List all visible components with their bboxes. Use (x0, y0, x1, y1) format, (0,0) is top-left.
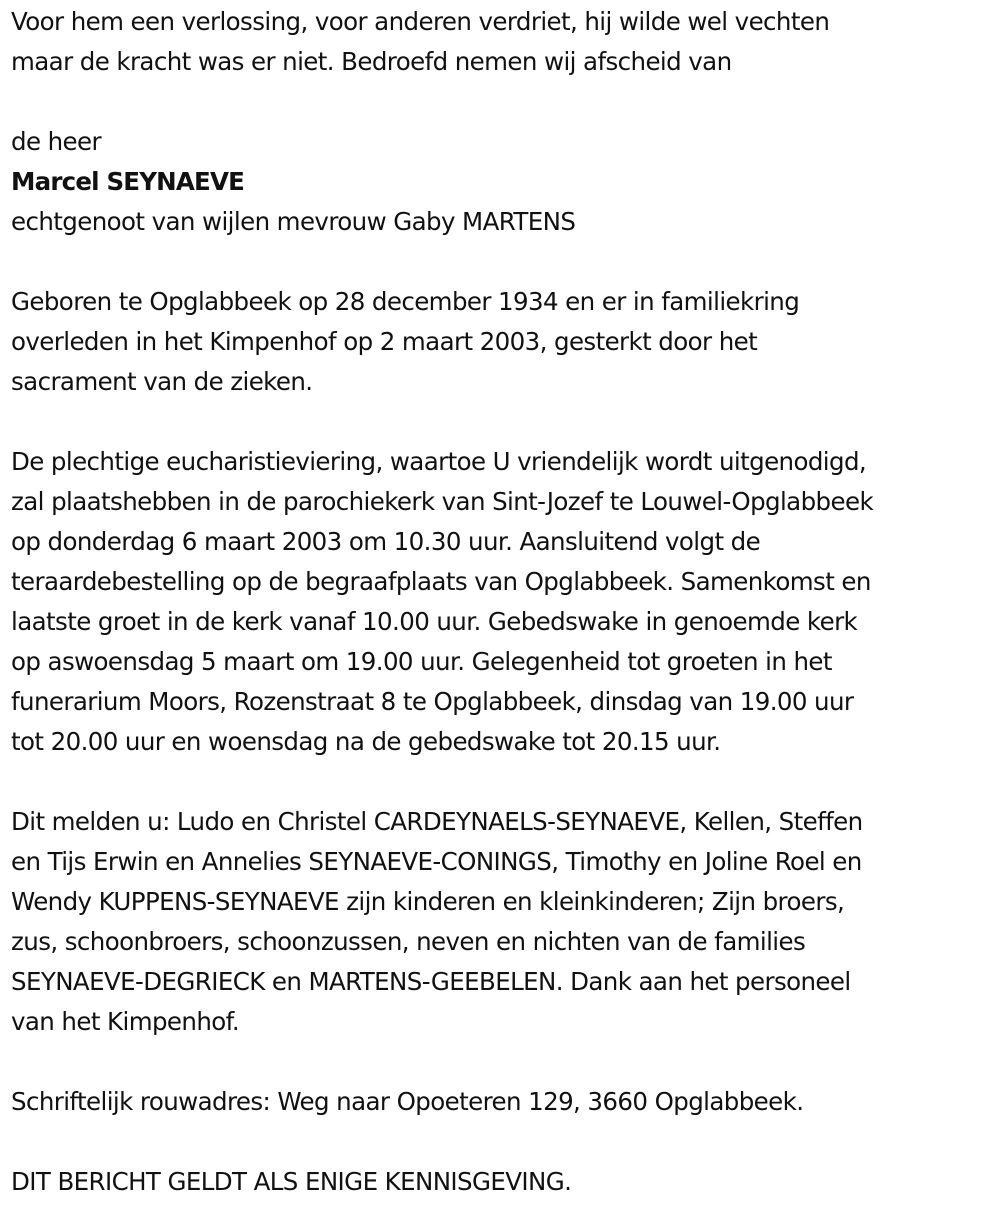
family-line-6: van het Kimpenhof. (11, 1007, 240, 1036)
ceremony-line-8: tot 20.00 uur en woensdag na de gebedswake tot 20.15 uur. (11, 727, 721, 756)
birth-death-paragraph (11, 282, 996, 402)
ceremony-line-3: op donderdag 6 maart 2003 om 10.30 uur. Aansluitend volgt de (11, 527, 761, 556)
ceremony-line-6: op aswoensdag 5 maart om 19.00 uur. Gelegenheid tot groeten in het (11, 647, 832, 676)
paragraph-gap (11, 1122, 996, 1162)
honorific: de heer (11, 127, 101, 156)
paragraph-gap (11, 762, 996, 802)
official-notice: DIT BERICHT GELDT ALS ENIGE KENNISGEVING. (11, 1167, 572, 1196)
ceremony-line-2: zal plaatshebben in de parochiekerk van Sint-Jozef te Louwel-Opglabbeek (11, 487, 874, 516)
spouse-line: echtgenoot van wijlen mevrouw Gaby MARTENS (11, 207, 576, 236)
paragraph-gap (11, 1042, 996, 1082)
intro-line-1: Voor hem een verlossing, voor anderen verdriet, hij wilde wel vechten (11, 7, 830, 36)
deceased-name: Marcel SEYNAEVE (11, 167, 245, 196)
ceremony-line-5: laatste groet in de kerk vanaf 10.00 uur. Gebedswake in genoemde kerk (11, 607, 858, 636)
family-line-2: en Tijs Erwin en Annelies SEYNAEVE-CONINGS, Timothy en Joline Roel en (11, 847, 862, 876)
birth-death-line-2: overleden in het Kimpenhof op 2 maart 2003, gesterkt door het (11, 327, 758, 356)
family-paragraph (11, 802, 996, 1042)
family-line-5: SEYNAEVE-DEGRIECK en MARTENS-GEEBELEN. Dank aan het personeel (11, 967, 851, 996)
obituary-document (11, 2, 996, 1202)
intro-line-2: maar de kracht was er niet. Bedroefd nemen wij afscheid van (11, 47, 732, 76)
ceremony-line-7: funerarium Moors, Rozenstraat 8 te Opglabbeek, dinsdag van 19.00 uur (11, 687, 854, 716)
ceremony-line-4: teraardebestelling op de begraafplaats van Opglabbeek. Samenkomst en (11, 567, 871, 596)
family-line-3: Wendy KUPPENS-SEYNAEVE zijn kinderen en kleinkinderen; Zijn broers, (11, 887, 845, 916)
paragraph-gap (11, 242, 996, 282)
paragraph-gap (11, 82, 996, 122)
mourning-address: Schriftelijk rouwadres: Weg naar Opoeteren 129, 3660 Opglabbeek. (11, 1087, 804, 1116)
intro-paragraph (11, 2, 996, 82)
paragraph-gap (11, 402, 996, 442)
ceremony-paragraph (11, 442, 996, 762)
family-line-4: zus, schoonbroers, schoonzussen, neven en nichten van de families (11, 927, 806, 956)
deceased-block (11, 122, 996, 242)
family-line-1: Dit melden u: Ludo en Christel CARDEYNAELS-SEYNAEVE, Kellen, Steffen (11, 807, 863, 836)
birth-death-line-3: sacrament van de zieken. (11, 367, 313, 396)
ceremony-line-1: De plechtige eucharistieviering, waartoe U vriendelijk wordt uitgenodigd, (11, 447, 867, 476)
birth-death-line-1: Geboren te Opglabbeek op 28 december 1934 en er in familiekring (11, 287, 800, 316)
